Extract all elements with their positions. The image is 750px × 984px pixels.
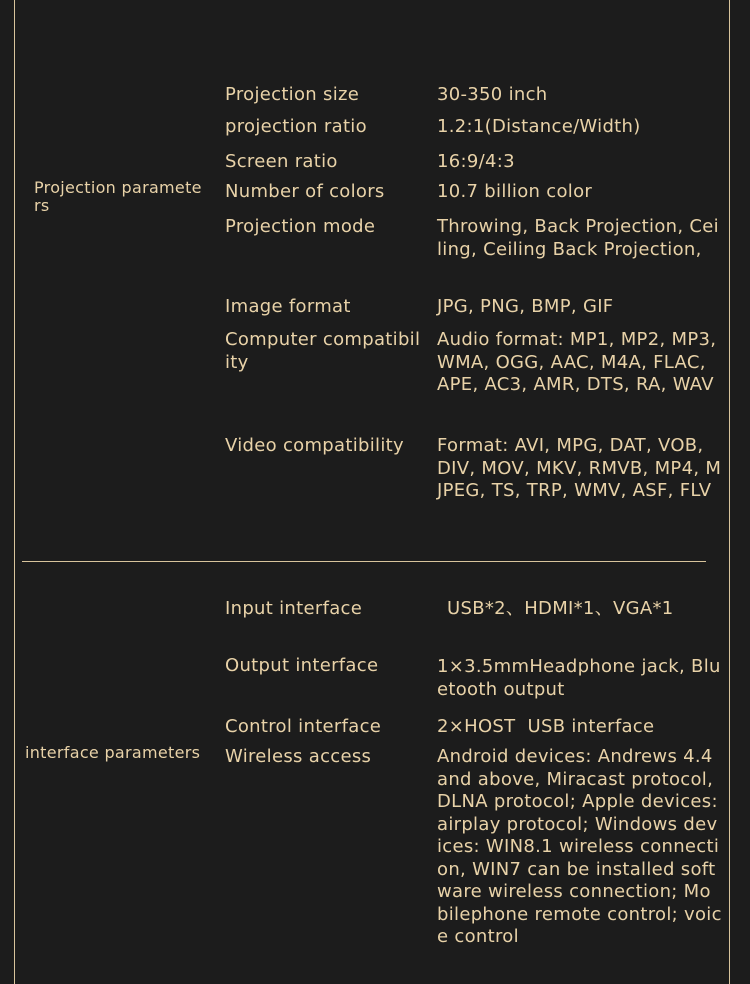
row-label: Screen ratio — [225, 151, 338, 172]
row-label: Wireless access — [225, 746, 372, 767]
row-label: Projection mode — [225, 216, 376, 237]
row-label: Number of colors — [225, 181, 385, 202]
row-label: projection ratio — [225, 116, 367, 137]
row-label: Input interface — [225, 598, 363, 619]
row-label: Output interface — [225, 655, 379, 676]
section-category: interface parameters — [25, 743, 201, 762]
row-value: Format: AVI, MPG, DAT, VOB, DIV, MOV, MKV, RMVB, MP4, MJPEG, TS, TRP, WMV, ASF, FLV — [437, 435, 722, 501]
row-label: Computer compatibility — [225, 329, 421, 373]
row-value: Audio format: MP1, MP2, MP3, WMA, OGG, AAC, M4A, FLAC, APE, AC3, AMR, DTS, RA, WAV — [437, 329, 717, 395]
row-label: Image format — [225, 296, 351, 317]
row-value: JPG, PNG, BMP, GIF — [437, 296, 614, 317]
row-value: 1.2:1(Distance/Width) — [437, 116, 641, 137]
row-label: Control interface — [225, 716, 382, 737]
section-divider — [22, 561, 706, 562]
row-value: USB*2、HDMI*1、VGA*1 — [447, 598, 674, 619]
row-value: Throwing, Back Projection, Ceiling, Ceiling Back Projection, — [437, 216, 719, 260]
section-category: Projection parameters — [34, 178, 202, 215]
row-value: 1×3.5mmHeadphone jack, Bluetooth output — [437, 656, 721, 700]
row-value: 10.7 billion color — [437, 181, 593, 202]
row-value: 30-350 inch — [437, 84, 548, 105]
row-label: Projection size — [225, 84, 360, 105]
row-value: Android devices: Andrews 4.4 and above, Miracast protocol, DLNA protocol; Apple devices:airplay protocol; Windows devices: WIN8.1 wireless connection, WIN7 can be installed software wireless connection; Mobilephone remote control; voice control — [437, 746, 722, 947]
row-value: 2×HOST USB interface — [437, 716, 655, 737]
row-label: Video compatibility — [225, 435, 404, 456]
row-value: 16:9/4:3 — [437, 151, 515, 172]
